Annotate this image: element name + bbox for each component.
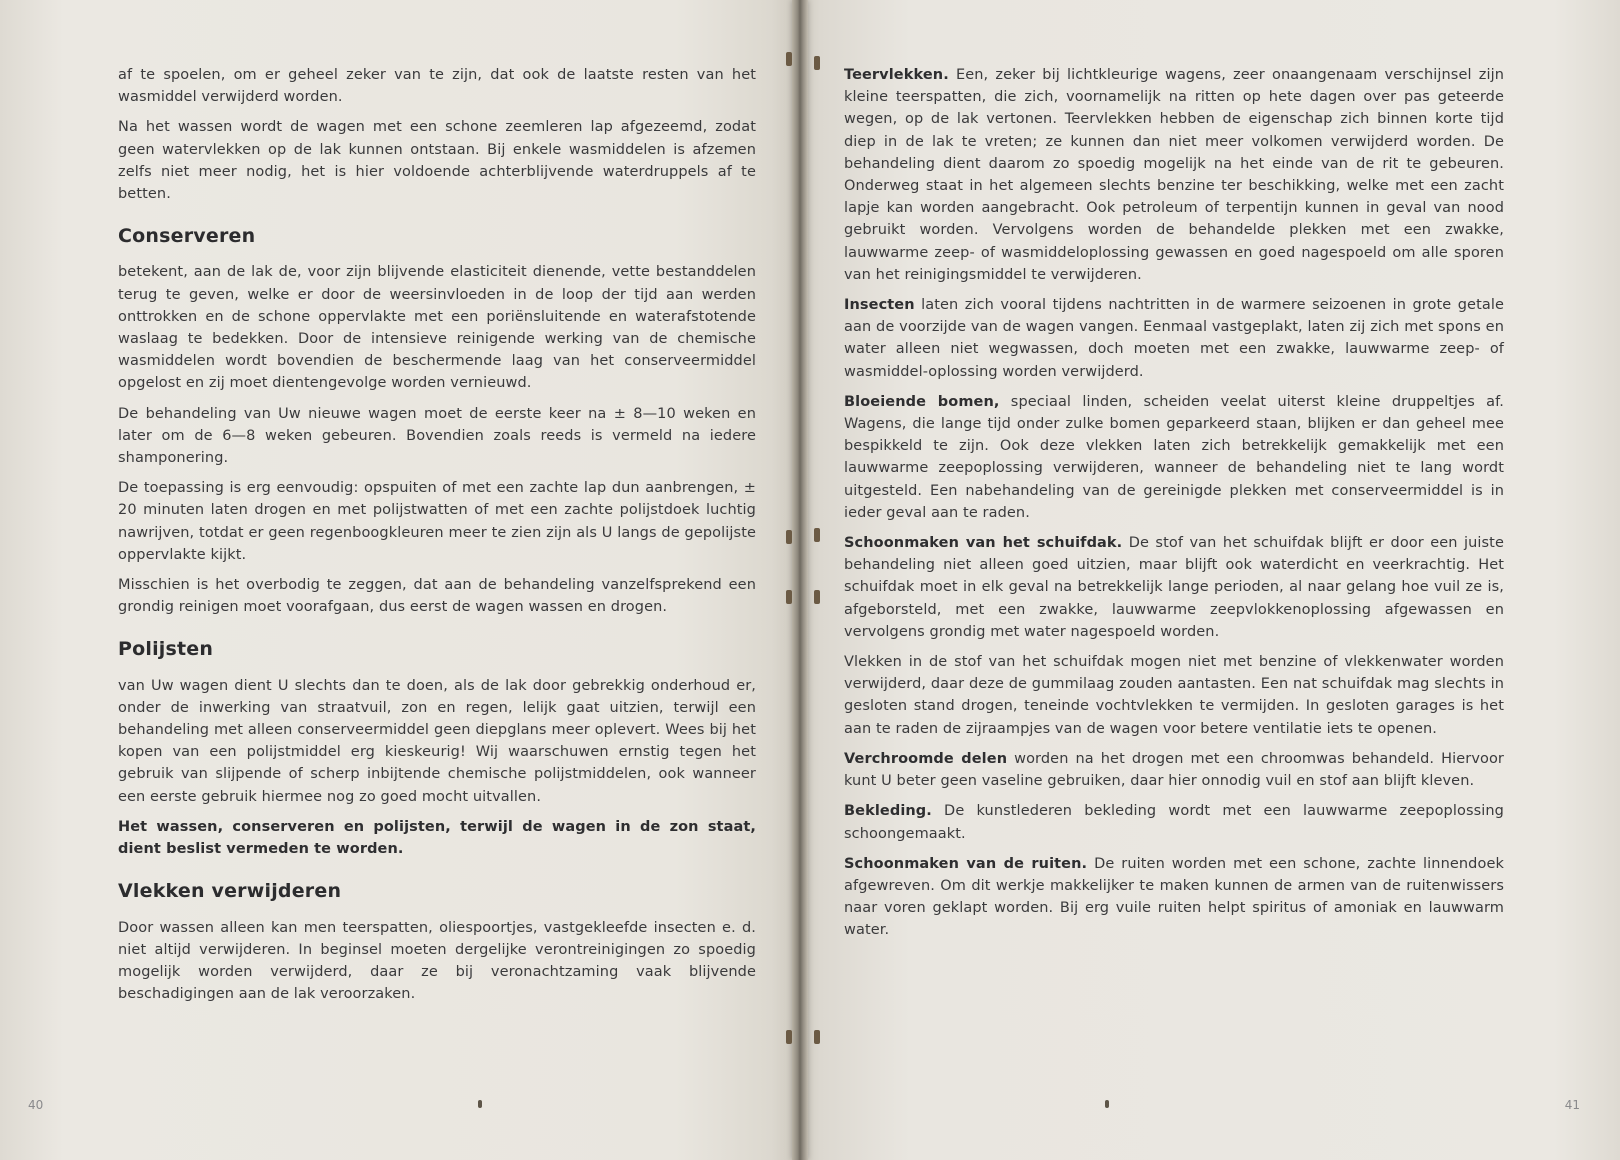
lead-teervlekken: Teervlekken. — [844, 67, 949, 83]
page-number-left: 40 — [28, 1098, 44, 1112]
binding-staple — [814, 56, 820, 70]
paper-speck — [1105, 1100, 1109, 1108]
binding-staple — [814, 590, 820, 604]
section-schuifdak-vlekken: Vlekken in de stof van het schuifdak mogen niet met benzine of vlekkenwater worden verwijderd, daar deze de gummilaag zouden aantasten. Een nat schuifdak mag slechts in gesloten stand drogen, teneinde vochtvlekken te vermijden. In gesloten garages is het aan te raden de zijraampjes van de wagen voor betere ventilatie iets te openen. — [844, 654, 1504, 737]
text-bekleding: De kunstlederen bekleding wordt met een lauwwarme zeepoplossing schoongemaakt. — [844, 803, 1504, 842]
paragraph: Na het wassen wordt de wagen met een schone zeemleren lap afgezeemd, zodat geen watervlekken op de lak kunnen ontstaan. Bij enkele wasmiddelen is afzemen zelfs niet meer nodig, het is hier voldoende achterblijvende waterdruppels af te betten. — [118, 119, 756, 203]
lead-bekleding: Bekleding. — [844, 803, 932, 820]
heading-conserveren: Conserveren — [118, 225, 256, 248]
heading-vlekken-verwijderen: Vlekken verwijderen — [118, 880, 342, 903]
paragraph: Misschien is het overbodig te zeggen, dat aan de behandeling vanzelfsprekend een grondig reinigen moet voorafgaan, dus eerst de wagen wassen en drogen. — [118, 577, 756, 616]
binding-staple — [786, 590, 792, 604]
left-page — [0, 0, 795, 1160]
binding-staple — [814, 1030, 820, 1044]
paragraph: De behandeling van Uw nieuwe wagen moet de eerste keer na ± 8—10 weken en later om de 6—8 weken gebeuren. Bovendien zoals reeds is vermeld na iedere shamponering. — [118, 405, 756, 467]
paragraph: af te spoelen, om er geheel zeker van te zijn, dat ook de laatste resten van het wasmiddel verwijderd worden. — [118, 67, 756, 106]
paragraph: Door wassen alleen kan men teerspatten, oliespoortjes, vastgekleefde insecten e. d. niet altijd verwijderen. In beginsel moeten dergelijke verontreinigingen zo spoedig mogelijk worden verwijderd, daar ze bij veronachtzaming vaak blijvende beschadigingen aan de lak veroorzaken. — [118, 919, 756, 1003]
text-bloeiende-bomen: speciaal linden, scheiden veelat uiterst kleine druppeltjes af. Wagens, die lange tijd onder zulke bomen geparkeerd staan, blijken er dan geheel mee bespikkeld te zijn. Ook deze vlekken laten zich betrekkelijk gemakkelijk met een lauwwarme zeepoplossing verwijderen, wanneer de behandeling niet te lang wordt uitgesteld. Een nabehandeling van de gereinigde plekken met conserveermiddel is in ieder geval aan te raden. — [844, 393, 1504, 521]
left-text-column — [118, 64, 756, 1013]
paragraph: De toepassing is erg eenvoudig: opspuiten of met een zachte lap dun aanbrengen, ± 20 minuten laten drogen en met polijstwatten of met een zachte polijstdoek luchtig nawrijven, totdat er geen regenboogkleuren meer te zien zijn als U langs de gepolijste oppervlakte kijkt. — [118, 480, 756, 563]
paragraph: van Uw wagen dient U slechts dan te doen, als de lak door gebrekkig onderhoud er, onder de inwerking van straatvuil, zon en regen, lelijk gaat uitzien, terwijl een behandeling met alleen conserveermiddel geen diepglans meer oplevert. Wees bij het kopen van een polijstmiddel erg kieskeurig! Wij waarschuwen ernstig tegen het gebruik van slijpende of scherp inbijtende chemische polijstmiddelen, ook wanneer een eerste gebruik hiermee nog zo goed mocht uitvallen. — [118, 677, 756, 805]
heading-polijsten: Polijsten — [118, 638, 214, 661]
bold-warning-paragraph: Het wassen, conserveren en polijsten, terwijl de wagen in de zon staat, dient beslist vermeden te worden. — [118, 818, 756, 858]
lead-bloeiende-bomen: Bloeiende bomen, — [844, 393, 1000, 410]
text-ruiten: De ruiten worden met een schone, zachte linnendoek afgewreven. Om dit werkje makkelijker te maken kunnen de armen van de ruitenwissers naar voren geklapt worden. Bij erg vuile ruiten helpt spiritus of amoniak en lauwwarm water. — [844, 855, 1504, 939]
lead-ruiten: Schoonmaken van de ruiten. — [844, 855, 1088, 872]
book-gutter — [792, 0, 808, 1160]
paragraph: betekent, aan de lak de, voor zijn blijvende elasticiteit dienende, vette bestanddelen terug te geven, welke er door de weersinvloeden in de loop der tijd aan werden onttrokken en de schone oppervlakte met een poriënsluitende en waterafstotende waslaag te bedekken. Door de intensieve reinigende werking van de chemische wasmiddelen wordt bovendien de beschermende laag van het conserveermiddel opgelost en zij moet dientengevolge worden vernieuwd. — [118, 264, 756, 392]
page-number-right: 41 — [1564, 1098, 1580, 1112]
binding-staple — [814, 528, 820, 542]
lead-verchroomde-delen: Verchroomde delen — [844, 750, 1008, 767]
binding-staple — [786, 1030, 792, 1044]
section-bloeiende-bomen — [844, 391, 1504, 524]
paper-speck — [478, 1100, 482, 1108]
right-text-column — [844, 64, 1504, 950]
section-bekleding — [844, 800, 1504, 844]
section-verchroomde-delen — [844, 748, 1504, 792]
text-insecten: laten zich vooral tijdens nachtritten in de warmere seizoenen in grote getale aan de voorzijde van de wagen vangen. Eenmaal vastgeplakt, laten zij zich met spons en water alleen niet wegwassen, doch moeten met een zwakke, lauwwarme zeep- of wasmiddel-oplossing worden verwijderd. — [844, 297, 1504, 380]
text-verchroomde-delen: worden na het drogen met een chroomwas behandeld. Hiervoor kunt U beter geen vaseline gebruiken, daar hier onnodig vuil en stof aan blijft kleven. — [844, 750, 1504, 790]
section-schuifdak — [844, 532, 1504, 643]
section-teervlekken — [844, 64, 1504, 286]
binding-staple — [786, 530, 792, 544]
lead-schuifdak: Schoonmaken van het schuifdak. — [844, 535, 1123, 552]
text-teervlekken: Een, zeker bij lichtkleurige wagens, zeer onaangenaam verschijnsel zijn kleine teerspatten, die zich, voornamelijk na ritten op hete dagen over pas geteerde wegen, op de lak vertonen. Teervlekken hebben de eigenschap zich binnen korte tijd diep in de lak te vreten; ze kunnen dan niet meer volkomen verwijderd worden. De behandeling dient daarom zo spoedig mogelijk na het einde van de rit te gebeuren. Onderweg staat in het algemeen slechts benzine ter beschikking, welke met een zacht lapje kan worden aangebracht. Ook petroleum of terpentijn kunnen in geval van nood gebruikt worden. Vervolgens worden de behandelde plekken met een zwakke, lauwwarme zeep- of wasmiddeloplossing gewassen en goed nagespoeld om alle sporen van het reinigingsmiddel te verwijderen. — [844, 67, 1504, 283]
section-ruiten — [844, 853, 1504, 942]
right-page — [795, 0, 1620, 1160]
lead-insecten: Insecten — [844, 297, 915, 314]
binding-staple — [786, 52, 792, 66]
section-insecten — [844, 294, 1504, 383]
text-schuifdak: De stof van het schuifdak blijft er door een juiste behandeling niet alleen goed uitzien, maar blijft ook waterdicht en veerkrachtig. Het schuifdak moet in elk geval na betrekkelijk lange perioden, al naar gelang hoe vuil ze is, afgeborsteld, met een zwakke, lauwwarme zeepvlokkenoplossing afgewassen en vervolgens grondig met water nagespoeld worden. — [844, 535, 1504, 640]
